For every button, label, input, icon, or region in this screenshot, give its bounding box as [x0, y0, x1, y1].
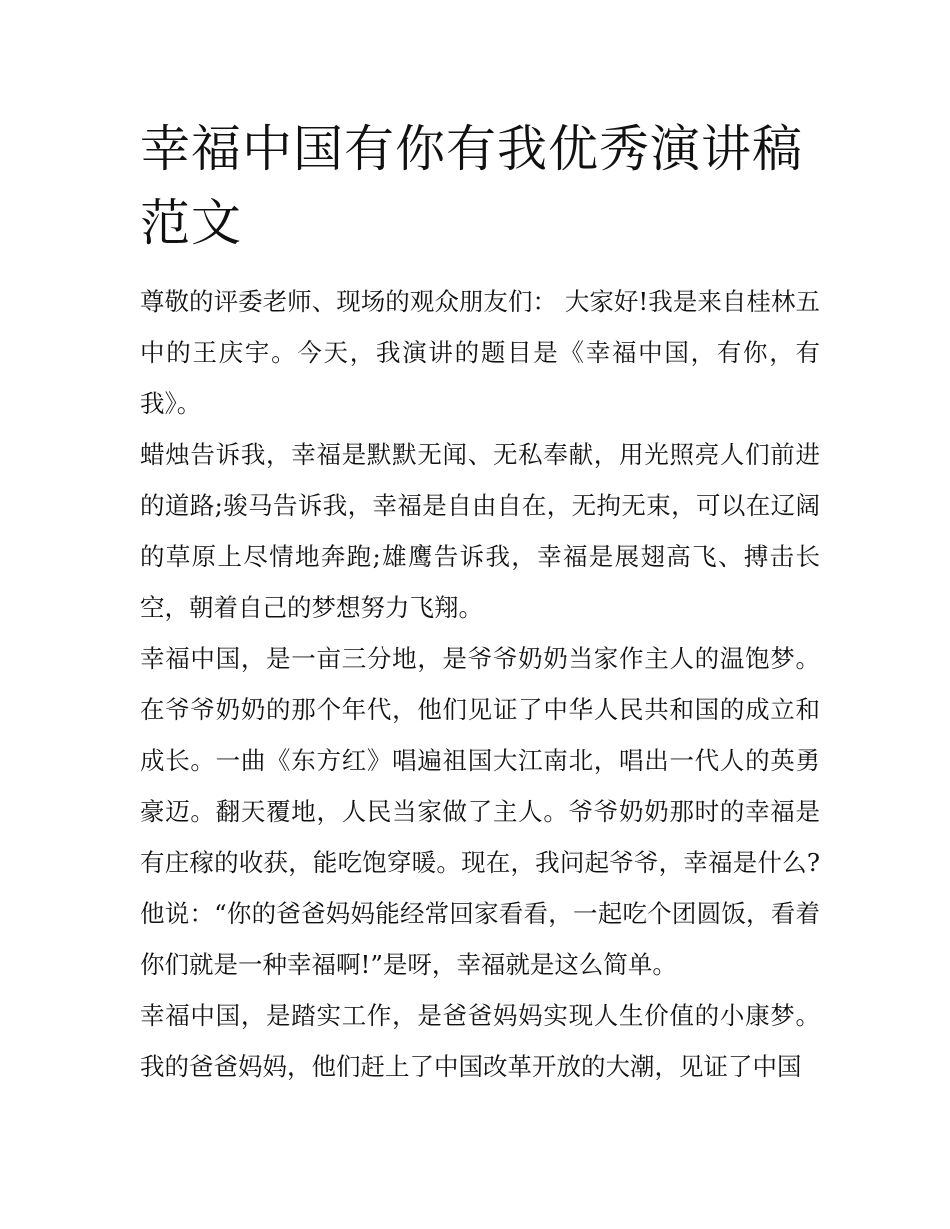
paragraph-metaphors: 蜡烛告诉我，幸福是默默无闻、无私奉献，用光照亮人们前进的道路;骏马告诉我，幸福是自由自在，无拘无束，可以在辽阔的草原上尽情地奔跑;雄鹰告诉我，幸福是展翅高飞、搏击长空，朝着自己的梦想努力飞翔。 [140, 440, 820, 622]
paragraph-grandparents: 幸福中国，是一亩三分地，是爷爷奶奶当家作主人的温饱梦。在爷爷奶奶的那个年代，他们见证了中华人民共和国的成立和成长。一曲《东方红》唱遍祖国大江南北，唱出一代人的英勇豪迈。翻天覆地，人民当家做了主人。爷爷奶奶那时的幸福是有庄稼的收获，能吃饱穿暖。现在，我问起爷爷，幸福是什么?他说：“你的爸爸妈妈能经常回家看看，一起吃个团圆饭，看着你们就是一种幸福啊!”是呀，幸福就是这么简单。 [140, 644, 820, 979]
document-body [140, 276, 820, 1092]
paragraph-parents: 幸福中国，是踏实工作，是爸爸妈妈实现人生价值的小康梦。我的爸爸妈妈，他们赶上了中国改革开放的大潮，见证了中国 [140, 1001, 820, 1081]
paragraph-greeting: 尊敬的评委老师、现场的观众朋友们： 大家好!我是来自桂林五中的王庆宇。今天，我演讲的题目是《幸福中国，有你，有我》。 [140, 287, 820, 418]
document-title: 幸福中国有你有我优秀演讲稿范文 [140, 120, 803, 252]
